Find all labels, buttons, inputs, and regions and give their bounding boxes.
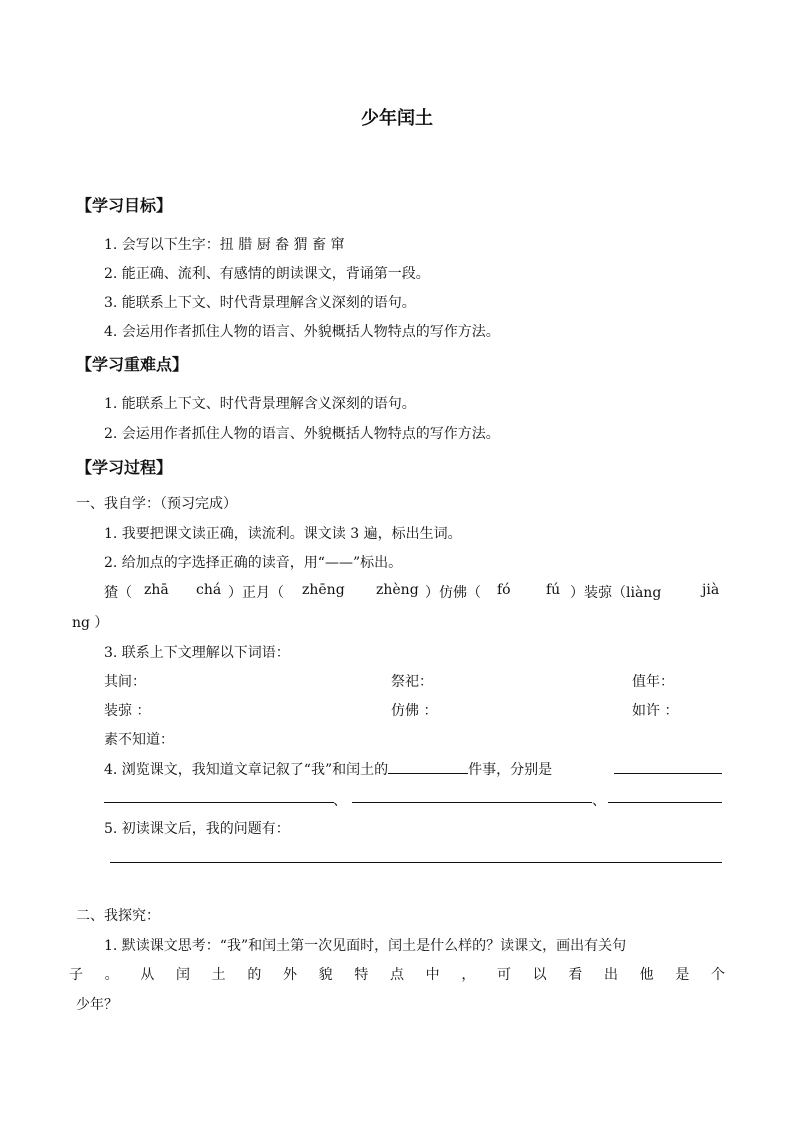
justified-char: 闰 — [176, 967, 190, 983]
goal-item-2: 2. 能正确、流利、有感情的朗读课文，背诵第一段。 — [104, 266, 430, 282]
justified-char: 土 — [211, 967, 226, 983]
self-study-item-4 — [104, 759, 552, 779]
item-4-text-b: 件事，分别是 — [468, 762, 553, 778]
vocab-qijian: 其间： — [104, 674, 146, 690]
pinyin-word-3: ）仿佛（ — [425, 585, 481, 601]
count-blank[interactable] — [388, 759, 468, 774]
self-study-item-5: 5. 初读课文后，我的问题有： — [104, 821, 290, 837]
pinyin-word-4: ）装弶（liàng — [570, 585, 662, 601]
justified-char: 的 — [247, 967, 262, 983]
justified-char: 他 — [639, 967, 654, 983]
pinyin-option: jià — [702, 582, 720, 598]
vocab-subuzhidao: 素不知道： — [104, 732, 174, 748]
vocab-zhuangjiang: 装弶 ： — [104, 703, 151, 719]
goal-item-1: 1. 会写以下生字：扭 腊 厨 畚 猬 畜 窜 — [104, 237, 345, 253]
page-title: 少年闰土 — [361, 108, 433, 129]
separator: 、 — [592, 793, 606, 809]
answer-blank[interactable] — [352, 802, 592, 803]
goals-heading: 【学习目标】 — [76, 196, 173, 215]
vocab-fangfu: 仿佛 ： — [391, 703, 438, 719]
explore-item-1: 1. 默读课文思考：“我”和闰土第一次见面时，闰土是什么样的？读课文，画出有关句 — [104, 938, 627, 954]
item-4-text-a: 4. 浏览课文，我知道文章记叙了“我”和闰土的 — [104, 762, 389, 778]
justified-char: 外 — [283, 967, 297, 983]
justified-char: 可 — [497, 967, 511, 983]
justified-char: 出 — [604, 967, 618, 983]
pinyin-option: fú — [546, 582, 561, 598]
answer-blank[interactable] — [104, 802, 334, 803]
vocab-ruxu: 如许 ： — [632, 703, 679, 719]
pinyin-option: zhēng — [302, 582, 345, 598]
separator: 、 — [333, 793, 347, 809]
justified-char: 点 — [390, 967, 404, 983]
explore-heading: 二、我探究： — [76, 908, 160, 924]
question-blank[interactable] — [110, 862, 722, 863]
explore-item-1-end: 少年？ — [76, 997, 118, 1013]
goal-item-4: 4. 会运用作者抓住人物的语言、外貌概括人物特点的写作方法。 — [104, 324, 500, 340]
justified-char: 从 — [140, 967, 155, 983]
key-points-heading: 【学习重难点】 — [76, 355, 189, 374]
self-study-heading: 一、我自学：（预习完成） — [76, 496, 237, 512]
key-point-item-1: 1. 能联系上下文、时代背景理解含义深刻的语句。 — [104, 396, 416, 412]
self-study-item-3: 3. 联系上下文理解以下词语： — [104, 645, 290, 661]
justified-char: 中 — [425, 967, 440, 983]
justified-char: 以 — [532, 967, 547, 983]
justified-char: 貌 — [318, 967, 333, 983]
pinyin-option: zhèng — [376, 582, 419, 598]
answer-blank[interactable] — [608, 802, 722, 803]
pinyin-word-1: 猹（ — [104, 585, 132, 601]
vocab-jisi: 祭祀： — [391, 674, 433, 690]
justified-char: 看 — [568, 967, 583, 983]
goal-item-3: 3. 能联系上下文、时代背景理解含义深刻的语句。 — [104, 295, 416, 311]
process-heading: 【学习过程】 — [76, 458, 173, 477]
pinyin-wrap: ng ） — [72, 615, 109, 631]
pinyin-option: chá — [196, 582, 222, 598]
justified-char: 个 — [711, 967, 725, 983]
justified-char: ， — [461, 967, 476, 983]
key-point-item-2: 2. 会运用作者抓住人物的语言、外貌概括人物特点的写作方法。 — [104, 426, 500, 442]
self-study-item-2: 2. 给加点的字选择正确的读音，用“——”标出。 — [104, 555, 403, 571]
justified-char: 子 — [69, 967, 83, 983]
justified-char: 是 — [675, 967, 690, 983]
pinyin-option: zhā — [144, 582, 169, 598]
justified-char: 。 — [104, 967, 119, 983]
self-study-item-1: 1. 我要把课文读正确，读流利。课文读 3 遍，标出生词。 — [104, 526, 462, 542]
justified-char: 特 — [354, 967, 369, 983]
pinyin-option: fó — [497, 582, 511, 598]
pinyin-word-2: ）正月（ — [228, 585, 284, 601]
answer-blank[interactable] — [614, 773, 722, 774]
vocab-zhinian: 值年： — [632, 674, 674, 690]
